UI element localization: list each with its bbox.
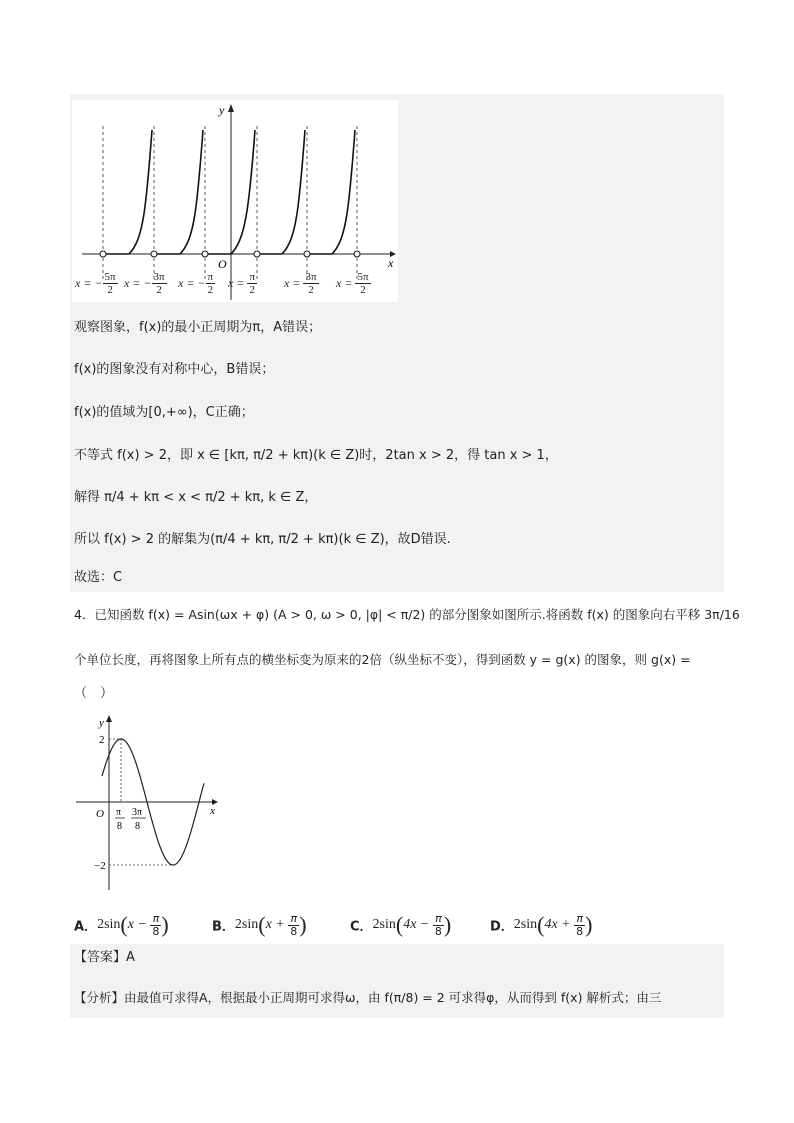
fraction-denominator: 2	[156, 284, 162, 296]
option-fraction	[150, 913, 161, 938]
solution-line-1: 观察图象，f(x)的最小正周期为π，A错误；	[74, 320, 322, 335]
y-min-label: −2	[94, 860, 106, 872]
sine-graph-svg	[72, 712, 222, 892]
fraction-denominator: 8	[152, 924, 160, 938]
open-point	[354, 251, 360, 257]
option-function: 2sin	[372, 917, 396, 932]
option-argument: x +	[265, 917, 289, 932]
option-letter: A．	[74, 919, 98, 935]
fraction-denominator: 8	[576, 924, 584, 938]
option-c[interactable]	[350, 912, 451, 938]
option-argument: 4x −	[403, 917, 433, 932]
solution-line-6: 所以 f(x) > 2 的解集为(π/4 + kπ, π/2 + kπ)(k ∈ Z)，故D错误.	[74, 532, 451, 547]
asymptote-prefix: x = −	[124, 276, 152, 290]
asymptote-label	[336, 271, 371, 296]
y-axis-label: y	[219, 103, 225, 117]
fraction-denominator: 2	[360, 284, 366, 296]
option-argument: x −	[127, 917, 151, 932]
question4-line-1: 4．已知函数 f(x) = Asin(ωx + φ) (A > 0, ω > 0, |φ| < π/2) 的部分图象如图所示.将函数 f(x) 的图象向右平移 3π/16	[74, 607, 740, 622]
right-paren: )	[161, 912, 169, 937]
option-d[interactable]	[490, 912, 592, 938]
fraction-denominator: 8	[434, 924, 442, 938]
analysis-line: 【分析】由最值可求得A，根据最小正周期可求得ω，由 f(π/8) = 2 可求得φ，从而得到 f(x) 解析式；由三	[74, 990, 662, 1005]
solution-choice: 故选：C	[74, 570, 123, 585]
fraction-numerator: 5π	[357, 271, 369, 283]
option-letter: D．	[490, 919, 514, 935]
right-paren: )	[443, 912, 452, 937]
option-letter: B．	[212, 919, 235, 935]
asymptote-label	[124, 271, 167, 296]
fraction-numerator: 3π	[153, 271, 165, 283]
asymptote-fraction	[355, 271, 370, 296]
asymptote-label	[75, 271, 118, 296]
option-a[interactable]	[74, 912, 169, 938]
origin-label: O	[218, 257, 227, 271]
solution-line-5: 解得 π/4 + kπ < x < π/2 + kπ, k ∈ Z，	[74, 490, 318, 505]
answer-label: 【答案】A	[74, 950, 135, 965]
asymptote-label	[228, 271, 257, 296]
rising-curve	[129, 130, 152, 254]
asymptote-fraction	[303, 271, 318, 296]
option-function: 2sin	[513, 917, 538, 932]
option-b[interactable]	[212, 912, 307, 938]
left-paren: (	[395, 912, 404, 937]
open-point	[100, 251, 106, 257]
curve-group	[100, 126, 360, 280]
fraction-denominator: 8	[290, 924, 298, 938]
figure-sine-graph	[72, 712, 222, 892]
asymptote-prefix: x =	[228, 276, 248, 290]
open-point	[254, 251, 260, 257]
fraction-numerator: 5π	[104, 271, 116, 283]
solution-line-2: f(x)的图象没有对称中心，B错误；	[74, 362, 275, 377]
fraction-numerator: π	[433, 913, 444, 926]
rising-curve	[180, 130, 203, 254]
right-paren: )	[585, 912, 593, 937]
asymptote-prefix: x = −	[75, 276, 103, 290]
question4-line-2: 个单位长度，再将图象上所有点的横坐标变为原来的2倍（纵坐标不变），得到函数 y = g(x) 的图象，则 g(x) =	[74, 652, 691, 667]
rising-curve	[231, 130, 255, 254]
fraction-numerator: π	[207, 271, 214, 283]
asymptote-label	[178, 271, 215, 296]
y-axis-arrow	[106, 715, 112, 722]
option-function: 2sin	[234, 917, 259, 932]
origin-label: O	[96, 808, 104, 820]
fraction-numerator: π	[288, 913, 299, 926]
left-paren: (	[258, 912, 266, 937]
option-letter: C．	[350, 919, 373, 935]
asymptote-fraction	[247, 271, 257, 296]
option-fraction	[574, 913, 585, 938]
fraction-denominator: 2	[207, 284, 214, 296]
open-point	[151, 251, 157, 257]
x-tick-1-den: 8	[117, 821, 122, 832]
asymptote-prefix: x =	[336, 276, 356, 290]
x-axis-label: x	[210, 805, 215, 817]
option-fraction	[288, 913, 299, 938]
x-tick-2-num: 3π	[132, 807, 143, 818]
y-axis-arrow	[228, 104, 234, 112]
solution-line-3: f(x)的值域为[0,+∞)，C正确；	[74, 405, 254, 420]
open-point	[304, 251, 310, 257]
option-function: 2sin	[97, 917, 121, 932]
asymptote-label	[284, 271, 319, 296]
option-argument: 4x +	[544, 917, 575, 932]
open-point	[202, 251, 208, 257]
fraction-denominator: 2	[308, 284, 314, 296]
x-axis-label: x	[388, 256, 394, 270]
x-tick-1-num: π	[116, 807, 122, 818]
x-tick-2-den: 8	[135, 821, 140, 832]
fraction-numerator: π	[249, 271, 255, 283]
left-paren: (	[537, 912, 545, 937]
fraction-denominator: 2	[249, 284, 255, 296]
asymptote-prefix: x =	[284, 276, 304, 290]
fraction-numerator: π	[150, 913, 161, 926]
rising-curve	[332, 130, 355, 254]
y-axis-label: y	[99, 717, 104, 729]
right-paren: )	[299, 912, 307, 937]
rising-curve	[282, 130, 305, 254]
left-paren: (	[120, 912, 128, 937]
question4-blank: （ ）	[74, 686, 114, 701]
asymptote-fraction	[103, 271, 118, 296]
option-fraction	[433, 913, 444, 938]
y-max-label: 2	[99, 734, 105, 746]
fraction-denominator: 2	[107, 284, 113, 296]
asymptote-fraction	[206, 271, 216, 296]
asymptote-prefix: x = −	[178, 276, 206, 290]
solution-line-4: 不等式 f(x) > 2，即 x ∈ [kπ, π/2 + kπ)(k ∈ Z)时，2tan x > 2，得 tan x > 1，	[74, 448, 558, 463]
fraction-numerator: π	[574, 913, 585, 926]
fraction-numerator: 3π	[305, 271, 317, 283]
asymptote-fraction	[152, 271, 167, 296]
